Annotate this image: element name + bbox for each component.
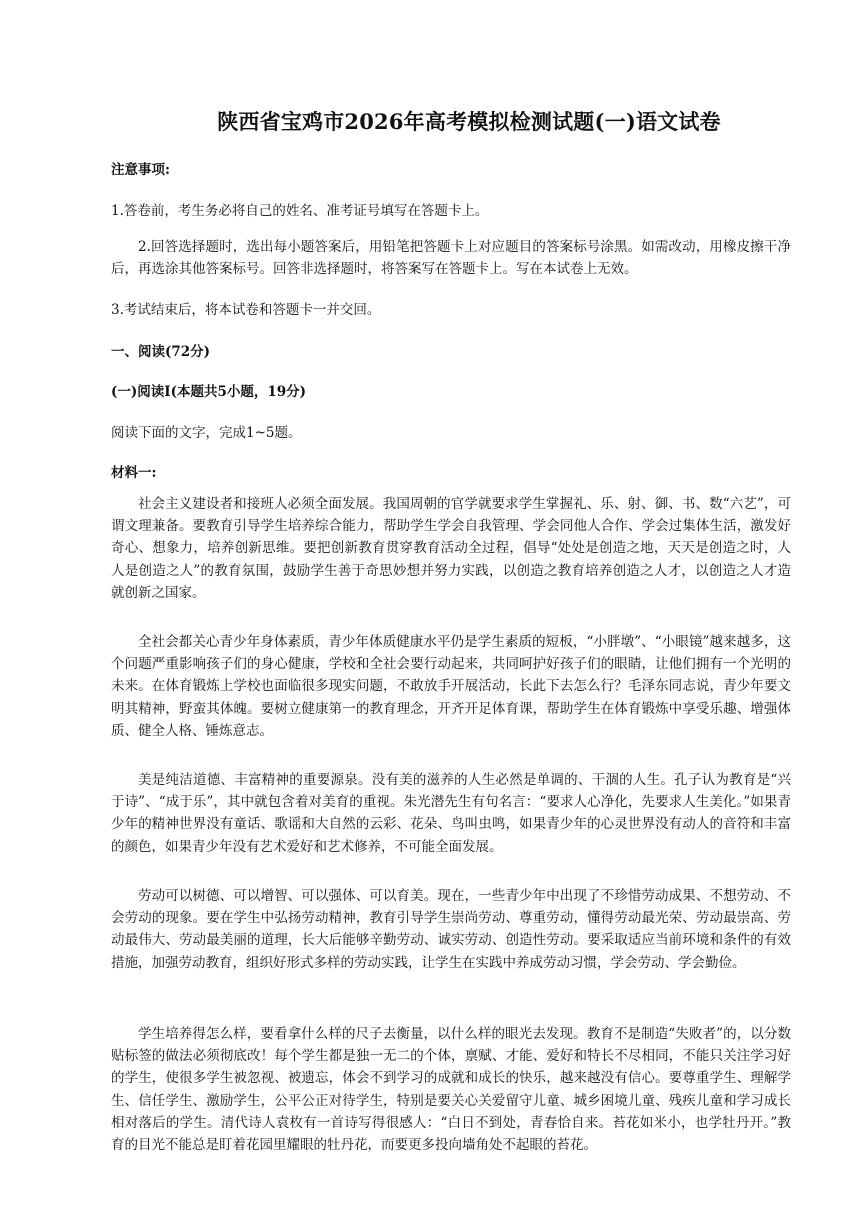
document-title: 陕西省宝鸡市2026年高考模拟检测试题(一)语文试卷 (217, 109, 721, 134)
notice-item-2: 2.回答选择题时，选出每小题答案后，用铅笔把答题卡上对应题目的答案标号涂黑。如需改动，用橡皮擦干净后，再选涂其他答案标号。回答非选择题时，将答案写在答题卡上。写在本试卷上无效。 (111, 239, 791, 278)
paragraph-3: 美是纯洁道德、丰富精神的重要源泉。没有美的滋养的人生必然是单调的、干涸的人生。孔子认为教育是“兴于诗”、“成于乐”，其中就包含着对美育的重视。朱光潜先生有句名言：“要求人心净化，先要求人生美化。”如果青少年的精神世界没有童话、歌谣和大自然的云彩、花朵、鸟叫虫鸣，如果青少年的心灵世界没有动人的音符和丰富的颜色，如果青少年没有艺术爱好和艺术修养，不可能全面发展。 (111, 772, 791, 855)
notice-item-1: 1.答卷前，考生务必将自己的姓名、准考证号填写在答题卡上。 (111, 203, 489, 219)
paragraph-2: 全社会都关心青少年身体素质，青少年体质健康水平仍是学生素质的短板，“小胖墩”、“小眼镜”越来越多，这个问题严重影响孩子们的身心健康，学校和全社会要行动起来，共同呵护好孩子们的眼睛，让他们拥有一个光明的未来。在体育锻炼上学校也面临很多现实问题，不敢放手开展活动，长此下去怎么行？毛泽东同志说，青少年要文明其精神，野蛮其体魄。要树立健康第一的教育理念，开齐开足体育课，帮助学生在体育锻炼中享受乐趣、增强体质、健全人格、锤炼意志。 (111, 634, 791, 739)
paragraph-5: 学生培养得怎么样，要看拿什么样的尺子去衡量，以什么样的眼光去发现。教育不是制造“失败者”的，以分数贴标签的做法必须彻底改！每个学生都是独一无二的个体，禀赋、才能、爱好和特长不尽相同，不能只关注学习好的学生，使很多学生被忽视、被遗忘，体会不到学习的成就和成长的快乐，越来越没有信心。要尊重学生、理解学生、信任学生、激励学生，公平公正对待学生，特别是要关心关爱留守儿童、城乡困境儿童、残疾儿童和学习成长相对落后的学生。清代诗人袁枚有一首诗写得很感人：“白日不到处，青春恰自来。苔花如米小，也学牡丹开。”教育的目光不能总是盯着花园里耀眼的牡丹花，而要更多投向墙角处不起眼的苔花。 (111, 1026, 791, 1154)
notice-item-3: 3.考试结束后，将本试卷和答题卡一并交回。 (111, 302, 381, 318)
instruction-text: 阅读下面的文字，完成1~5题。 (111, 425, 302, 441)
subsection-heading: (一)阅读Ⅰ(本题共5小题，19分) (111, 384, 307, 400)
notice-heading: 注意事项: (111, 162, 170, 178)
paragraph-4: 劳动可以树德、可以增智、可以强体、可以育美。现在，一些青少年中出现了不珍惜劳动成果、不想劳动、不会劳动的现象。要在学生中弘扬劳动精神，教育引导学生崇尚劳动、尊重劳动，懂得劳动最光荣、劳动最崇高、劳动最伟大、劳动最美丽的道理，长大后能够辛勤劳动、诚实劳动、创造性劳动。要采取适应当前环境和条件的有效措施，加强劳动教育，组织好形式多样的劳动实践，让学生在实践中养成劳动习惯，学会劳动、学会勤俭。 (111, 888, 791, 971)
material-heading: 材料一: (111, 465, 157, 481)
paragraph-1: 社会主义建设者和接班人必须全面发展。我国周朝的官学就要求学生掌握礼、乐、射、御、书、数“六艺”，可谓文理兼备。要教育引导学生培养综合能力，帮助学生学会自我管理、学会同他人合作、学会过集体生活，激发好奇心、想象力，培养创新思维。要把创新教育贯穿教育活动全过程，倡导“处处是创造之地，天天是创造之时，人人是创造之人”的教育氛围，鼓励学生善于奇思妙想并努力实践，以创造之教育培养创造之人才，以创造之人才造就创新之国家。 (111, 496, 791, 601)
section-heading: 一、阅读(72分) (111, 344, 211, 360)
